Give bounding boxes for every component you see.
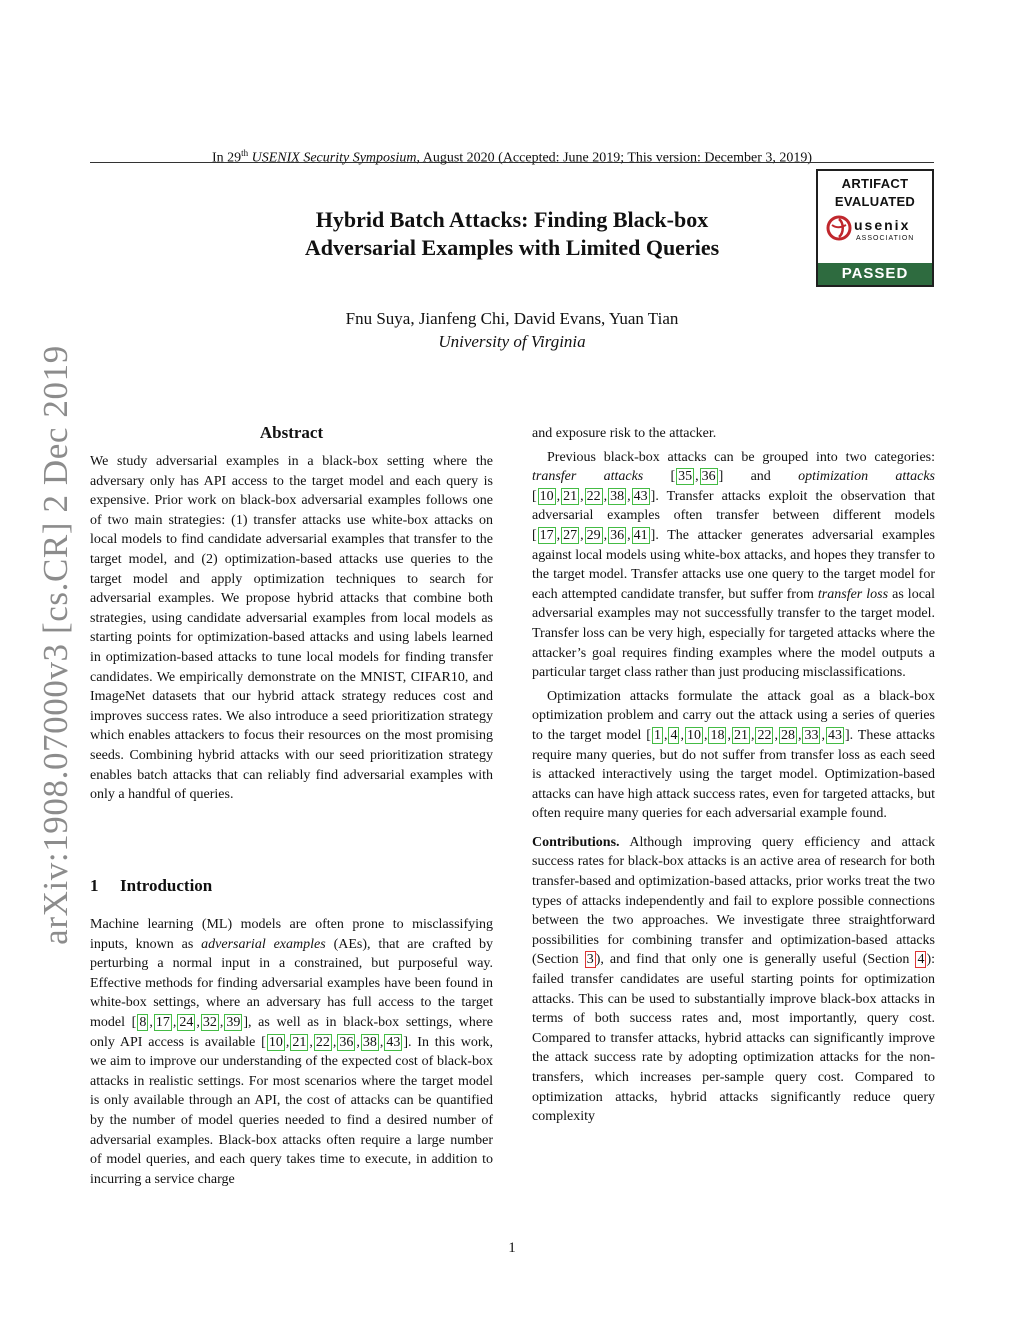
artifact-evaluated-badge xyxy=(816,169,934,287)
citation-link[interactable]: 39 xyxy=(226,1014,241,1030)
citation-link[interactable]: 10 xyxy=(539,488,554,504)
section-heading-introduction: 1 Introduction xyxy=(90,876,213,895)
citation-link[interactable]: 33 xyxy=(804,727,819,743)
citation-link[interactable]: 29 xyxy=(586,527,601,543)
badge-org: usenix xyxy=(854,217,911,233)
citation-link[interactable]: 36 xyxy=(339,1034,354,1050)
citation-link[interactable]: 21 xyxy=(292,1034,307,1050)
citation-link[interactable]: 21 xyxy=(733,727,748,743)
citation-link[interactable]: 21 xyxy=(563,488,578,504)
page-number: 1 xyxy=(508,1240,516,1256)
citation-link[interactable]: 36 xyxy=(610,527,625,543)
citation-link[interactable]: 28 xyxy=(780,727,795,743)
citation-link[interactable]: 32 xyxy=(202,1014,217,1030)
abstract-body xyxy=(90,452,493,805)
citation-link[interactable]: 17 xyxy=(539,527,554,543)
venue-note: In 29th USENIX Security Symposium, August 2020 (Accepted: June 2019; This version: December 3, 2019) xyxy=(211,148,813,166)
citation-link[interactable]: 43 xyxy=(827,727,842,743)
citation-link[interactable]: 10 xyxy=(686,727,701,743)
continuation-line: and exposure risk to the attacker. xyxy=(532,426,717,441)
abstract-heading: Abstract xyxy=(259,423,324,442)
citation-link[interactable]: 24 xyxy=(179,1014,194,1030)
citation-link[interactable]: 10 xyxy=(268,1034,283,1050)
citation-link[interactable]: 22 xyxy=(315,1034,330,1050)
abstract-text: We study adversarial examples in a black-box setting where the adversary only has API access to the target model and each query is expensive. Prior work on black-box adversarial examples follows one of two main strategies: (1) transfer attacks use white-box attacks on local models to find candidate adversarial examples that transfer to the target model, and (2) optimization-based attacks use queries to the target model and apply optimization techniques to search for adversarial examples. We propose hybrid attacks that combine both strategies, using candidate adversarial examples from local models as starting points for optimization-based attacks and using labels learned in optimization-based attacks to tune local models for finding transfer candidates. We empirically demonstrate on the MNIST, CIFAR10, and ImageNet datasets that our hybrid attack strategy reduces cost and improves success rates. We also introduce a seed prioritization strategy which enables attackers to focus their resources on the most promising seeds. Combining hybrid attacks with our seed prioritization strategy enables batch attacks that can reliably find adversarial examples with only a handful of queries. xyxy=(90,454,493,803)
badge-assoc: ASSOCIATION xyxy=(856,235,915,242)
paragraph-previous-attacks: Previous black-box attacks can be grouped into two categories: transfer attacks [ 35 , 36 ] and optimization attacks [ 10 , 21 , 22 , 38 , 43 ]. Transfer attacks exploit the observation that adversarial examples often transfer between different models [ 17 , 27 , 29 , 36 , 41 ]. The attacker generates adversarial examples against local models using white-box attacks, and hopes they transfer to the target model. Transfer attacks use one query to the target model for each attempted candidate transfer, but suffer from transfer loss as local adversarial examples may not successfully transfer to the target model. Transfer loss can be very high, especially for targeted attacks where the attacker’s goal requires finding examples where the model outputs a particular target class rather than just producing misclassifications. xyxy=(532,449,936,681)
citation-link[interactable]: 4 xyxy=(670,727,678,743)
citation-link[interactable]: 38 xyxy=(362,1034,377,1050)
citation-link[interactable]: 41 xyxy=(633,527,648,543)
paragraph-optimization-attacks: Optimization attacks formulate the attack goal as a black-box optimization problem and carry out the attack using a series of queries to the target model [ 1 , 4 , 10 , 18 , 21 , 22 , 28 , 33 , 43 ]. These attacks require many queries, but do not suffer from transfer loss as each seed is attacked interactively using the target model. Optimization-based attacks can have high attack success rates, even for targeted attacks, but often require many queries for each adversarial example found. xyxy=(532,688,935,822)
intro-paragraph: Machine learning (ML) models are often prone to misclassifying inputs, known as adversarial examples (AEs), that are crafted by perturbing a normal input in a constrained, but purposeful way. Effective methods for finding adversarial examples have been found in white-box settings, where an adversary has full access to the target model [ 8 , 17 , 24 , 32 , 39 ], as well as in black-box settings, where only API access is available [ 10 , 21 , 22 , 36 , 38 , 43 ]. In this work, we aim to improve our understanding of the expected cost of black-box attacks in realistic settings. For most scenarios where the target model is only available through an API, the cost of attacks can be quantified by the number of model queries needed to find a desired number of adversarial examples. Black-box attacks often require a large number of model queries, and each query takes time to execute, in addition to incurring a service charge xyxy=(90,917,493,1187)
right-column xyxy=(532,424,935,1127)
citation-link[interactable]: 43 xyxy=(633,488,648,504)
intro-column xyxy=(90,915,493,1189)
citation-link[interactable]: 36 xyxy=(701,469,716,485)
citation-link[interactable]: 27 xyxy=(563,527,578,543)
authors: Fnu Suya, Jianfeng Chi, David Evans, Yuan Tian xyxy=(345,309,679,328)
section-ref-3[interactable]: 3 xyxy=(586,952,594,968)
citation-link[interactable]: 18 xyxy=(710,727,725,743)
citation-link[interactable]: 17 xyxy=(155,1014,170,1030)
citation-link[interactable]: 22 xyxy=(757,727,772,743)
header-divider xyxy=(90,162,934,163)
section-ref-4[interactable]: 4 xyxy=(917,952,925,968)
citation-link[interactable]: 35 xyxy=(678,469,693,485)
badge-line-2: EVALUATED xyxy=(834,194,916,209)
citation-link[interactable]: 22 xyxy=(586,488,601,504)
citation-link[interactable]: 38 xyxy=(610,488,625,504)
badge-status: PASSED xyxy=(818,263,932,285)
citation-link[interactable]: 1 xyxy=(653,727,661,743)
paper-title: Hybrid Batch Attacks: Finding Black-box Adversarial Examples with Limited Queries xyxy=(304,207,720,260)
paragraph-contributions: Contributions. Although improving query efficiency and attack success rates for black-box attacks is an active area of research for both transfer-based and optimization-based attacks, prior works treat the two types of attacks independently and fail to explore possible connections between the two approaches. We investigate three straightforward possibilities for combining transfer and optimization-based attacks (Section 3 ), and find that only one is generally useful (Section 4 ): failed transfer candidates are useful starting points for optimization attacks. This can be used to substantially improve black-box attacks in terms of both success rates and, most importantly, query cost. Compared to transfer attacks, hybrid attacks can significantly improve the attack success rate by adopting optimization attacks for the non-transfers, which increases per-sample query cost. Compared to optimization attacks, hybrid attacks significantly reduce query complexity xyxy=(532,834,935,1125)
usenix-logo-icon xyxy=(826,215,852,241)
affiliation: University of Virginia xyxy=(438,332,586,351)
citation-link[interactable]: 43 xyxy=(386,1034,401,1050)
citation-link[interactable]: 8 xyxy=(139,1014,147,1030)
badge-line-1: ARTIFACT xyxy=(841,176,909,191)
